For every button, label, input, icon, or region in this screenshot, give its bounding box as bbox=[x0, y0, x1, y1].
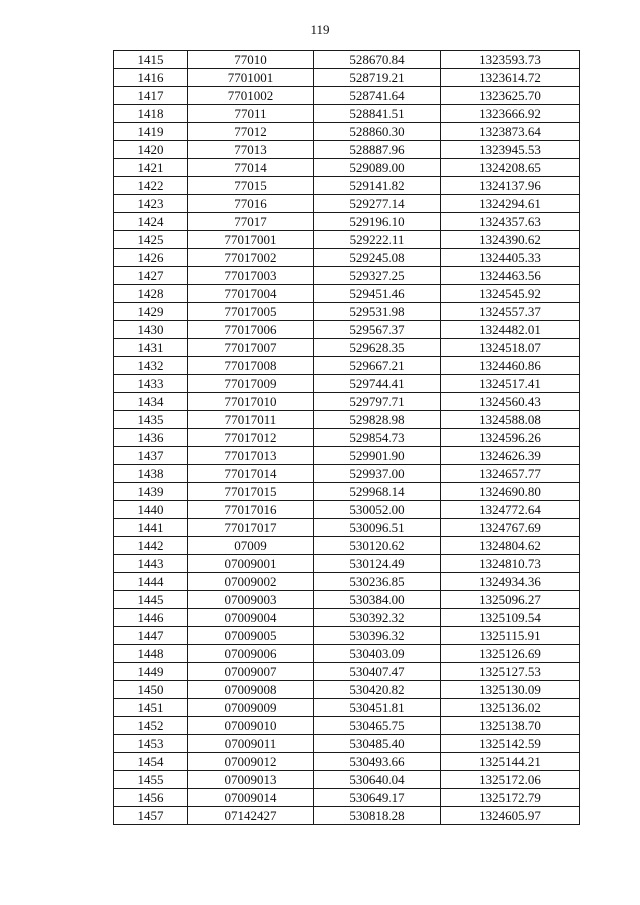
x-coordinate-cell: 530407.47 bbox=[314, 663, 441, 681]
x-coordinate-cell: 528887.96 bbox=[314, 141, 441, 159]
row-number-cell: 1434 bbox=[114, 393, 188, 411]
y-coordinate-cell: 1323625.70 bbox=[441, 87, 580, 105]
point-id-cell: 7701001 bbox=[188, 69, 314, 87]
table-row bbox=[114, 663, 580, 681]
table-row bbox=[114, 591, 580, 609]
row-number-cell: 1416 bbox=[114, 69, 188, 87]
y-coordinate-cell: 1324626.39 bbox=[441, 447, 580, 465]
table-row bbox=[114, 105, 580, 123]
x-coordinate-cell: 529327.25 bbox=[314, 267, 441, 285]
x-coordinate-cell: 529141.82 bbox=[314, 177, 441, 195]
row-number-cell: 1431 bbox=[114, 339, 188, 357]
row-number-cell: 1432 bbox=[114, 357, 188, 375]
x-coordinate-cell: 530403.09 bbox=[314, 645, 441, 663]
row-number-cell: 1439 bbox=[114, 483, 188, 501]
table-row bbox=[114, 555, 580, 573]
table-row bbox=[114, 141, 580, 159]
point-id-cell: 07009002 bbox=[188, 573, 314, 591]
x-coordinate-cell: 529797.71 bbox=[314, 393, 441, 411]
row-number-cell: 1430 bbox=[114, 321, 188, 339]
y-coordinate-cell: 1325109.54 bbox=[441, 609, 580, 627]
y-coordinate-cell: 1324767.69 bbox=[441, 519, 580, 537]
point-id-cell: 07009004 bbox=[188, 609, 314, 627]
point-id-cell: 77017009 bbox=[188, 375, 314, 393]
point-id-cell: 77010 bbox=[188, 51, 314, 69]
point-id-cell: 77017017 bbox=[188, 519, 314, 537]
x-coordinate-cell: 529744.41 bbox=[314, 375, 441, 393]
y-coordinate-cell: 1325096.27 bbox=[441, 591, 580, 609]
point-id-cell: 77015 bbox=[188, 177, 314, 195]
x-coordinate-cell: 530420.82 bbox=[314, 681, 441, 699]
x-coordinate-cell: 530485.40 bbox=[314, 735, 441, 753]
table-row bbox=[114, 267, 580, 285]
table-row bbox=[114, 51, 580, 69]
table-row bbox=[114, 321, 580, 339]
y-coordinate-cell: 1325172.79 bbox=[441, 789, 580, 807]
y-coordinate-cell: 1324518.07 bbox=[441, 339, 580, 357]
point-id-cell: 77017016 bbox=[188, 501, 314, 519]
row-number-cell: 1440 bbox=[114, 501, 188, 519]
row-number-cell: 1442 bbox=[114, 537, 188, 555]
point-id-cell: 07009008 bbox=[188, 681, 314, 699]
y-coordinate-cell: 1325172.06 bbox=[441, 771, 580, 789]
row-number-cell: 1446 bbox=[114, 609, 188, 627]
table-row bbox=[114, 375, 580, 393]
x-coordinate-cell: 528741.64 bbox=[314, 87, 441, 105]
table-row bbox=[114, 411, 580, 429]
row-number-cell: 1420 bbox=[114, 141, 188, 159]
y-coordinate-cell: 1324657.77 bbox=[441, 465, 580, 483]
y-coordinate-cell: 1324804.62 bbox=[441, 537, 580, 555]
x-coordinate-cell: 530236.85 bbox=[314, 573, 441, 591]
row-number-cell: 1451 bbox=[114, 699, 188, 717]
x-coordinate-cell: 530120.62 bbox=[314, 537, 441, 555]
y-coordinate-cell: 1324588.08 bbox=[441, 411, 580, 429]
point-id-cell: 77017004 bbox=[188, 285, 314, 303]
x-coordinate-cell: 530124.49 bbox=[314, 555, 441, 573]
table-row bbox=[114, 393, 580, 411]
point-id-cell: 77017014 bbox=[188, 465, 314, 483]
point-id-cell: 07009005 bbox=[188, 627, 314, 645]
table-row bbox=[114, 537, 580, 555]
y-coordinate-cell: 1324545.92 bbox=[441, 285, 580, 303]
row-number-cell: 1453 bbox=[114, 735, 188, 753]
row-number-cell: 1424 bbox=[114, 213, 188, 231]
y-coordinate-cell: 1324690.80 bbox=[441, 483, 580, 501]
table-row bbox=[114, 483, 580, 501]
row-number-cell: 1447 bbox=[114, 627, 188, 645]
table-row bbox=[114, 303, 580, 321]
table-row bbox=[114, 645, 580, 663]
x-coordinate-cell: 529277.14 bbox=[314, 195, 441, 213]
row-number-cell: 1444 bbox=[114, 573, 188, 591]
row-number-cell: 1456 bbox=[114, 789, 188, 807]
table-row bbox=[114, 609, 580, 627]
y-coordinate-cell: 1325130.09 bbox=[441, 681, 580, 699]
row-number-cell: 1417 bbox=[114, 87, 188, 105]
y-coordinate-cell: 1324294.61 bbox=[441, 195, 580, 213]
y-coordinate-cell: 1324390.62 bbox=[441, 231, 580, 249]
table-row bbox=[114, 123, 580, 141]
row-number-cell: 1422 bbox=[114, 177, 188, 195]
y-coordinate-cell: 1324517.41 bbox=[441, 375, 580, 393]
point-id-cell: 77011 bbox=[188, 105, 314, 123]
y-coordinate-cell: 1325142.59 bbox=[441, 735, 580, 753]
x-coordinate-cell: 530493.66 bbox=[314, 753, 441, 771]
point-id-cell: 07009009 bbox=[188, 699, 314, 717]
table-row bbox=[114, 699, 580, 717]
y-coordinate-cell: 1324463.56 bbox=[441, 267, 580, 285]
y-coordinate-cell: 1324208.65 bbox=[441, 159, 580, 177]
table-row bbox=[114, 195, 580, 213]
y-coordinate-cell: 1323614.72 bbox=[441, 69, 580, 87]
table-row bbox=[114, 159, 580, 177]
x-coordinate-cell: 529567.37 bbox=[314, 321, 441, 339]
y-coordinate-cell: 1324596.26 bbox=[441, 429, 580, 447]
table-row bbox=[114, 519, 580, 537]
table-row bbox=[114, 447, 580, 465]
x-coordinate-cell: 529667.21 bbox=[314, 357, 441, 375]
table-row bbox=[114, 681, 580, 699]
table-row bbox=[114, 753, 580, 771]
y-coordinate-cell: 1323666.92 bbox=[441, 105, 580, 123]
row-number-cell: 1449 bbox=[114, 663, 188, 681]
table-row bbox=[114, 627, 580, 645]
row-number-cell: 1433 bbox=[114, 375, 188, 393]
y-coordinate-cell: 1324482.01 bbox=[441, 321, 580, 339]
x-coordinate-cell: 530096.51 bbox=[314, 519, 441, 537]
point-id-cell: 77017011 bbox=[188, 411, 314, 429]
row-number-cell: 1421 bbox=[114, 159, 188, 177]
table-row bbox=[114, 339, 580, 357]
table-row bbox=[114, 771, 580, 789]
x-coordinate-cell: 529828.98 bbox=[314, 411, 441, 429]
row-number-cell: 1441 bbox=[114, 519, 188, 537]
y-coordinate-cell: 1325136.02 bbox=[441, 699, 580, 717]
x-coordinate-cell: 529968.14 bbox=[314, 483, 441, 501]
x-coordinate-cell: 530465.75 bbox=[314, 717, 441, 735]
row-number-cell: 1427 bbox=[114, 267, 188, 285]
y-coordinate-cell: 1323873.64 bbox=[441, 123, 580, 141]
point-id-cell: 77017003 bbox=[188, 267, 314, 285]
y-coordinate-cell: 1324357.63 bbox=[441, 213, 580, 231]
row-number-cell: 1429 bbox=[114, 303, 188, 321]
table-row bbox=[114, 465, 580, 483]
point-id-cell: 07142427 bbox=[188, 807, 314, 825]
point-id-cell: 07009014 bbox=[188, 789, 314, 807]
x-coordinate-cell: 530384.00 bbox=[314, 591, 441, 609]
y-coordinate-cell: 1324772.64 bbox=[441, 501, 580, 519]
x-coordinate-cell: 529854.73 bbox=[314, 429, 441, 447]
table-row bbox=[114, 735, 580, 753]
row-number-cell: 1448 bbox=[114, 645, 188, 663]
point-id-cell: 77017007 bbox=[188, 339, 314, 357]
table-row bbox=[114, 429, 580, 447]
point-id-cell: 07009011 bbox=[188, 735, 314, 753]
x-coordinate-cell: 530396.32 bbox=[314, 627, 441, 645]
row-number-cell: 1438 bbox=[114, 465, 188, 483]
x-coordinate-cell: 528841.51 bbox=[314, 105, 441, 123]
row-number-cell: 1428 bbox=[114, 285, 188, 303]
point-id-cell: 07009006 bbox=[188, 645, 314, 663]
table-row bbox=[114, 501, 580, 519]
row-number-cell: 1435 bbox=[114, 411, 188, 429]
y-coordinate-cell: 1323945.53 bbox=[441, 141, 580, 159]
x-coordinate-cell: 529089.00 bbox=[314, 159, 441, 177]
point-id-cell: 77017008 bbox=[188, 357, 314, 375]
y-coordinate-cell: 1325127.53 bbox=[441, 663, 580, 681]
coordinates-table-body bbox=[114, 51, 580, 825]
x-coordinate-cell: 529531.98 bbox=[314, 303, 441, 321]
row-number-cell: 1425 bbox=[114, 231, 188, 249]
table-row bbox=[114, 285, 580, 303]
row-number-cell: 1452 bbox=[114, 717, 188, 735]
point-id-cell: 77017002 bbox=[188, 249, 314, 267]
y-coordinate-cell: 1325126.69 bbox=[441, 645, 580, 663]
point-id-cell: 77016 bbox=[188, 195, 314, 213]
point-id-cell: 77014 bbox=[188, 159, 314, 177]
point-id-cell: 07009001 bbox=[188, 555, 314, 573]
point-id-cell: 07009013 bbox=[188, 771, 314, 789]
point-id-cell: 77017012 bbox=[188, 429, 314, 447]
table-row bbox=[114, 231, 580, 249]
y-coordinate-cell: 1325144.21 bbox=[441, 753, 580, 771]
row-number-cell: 1418 bbox=[114, 105, 188, 123]
y-coordinate-cell: 1325115.91 bbox=[441, 627, 580, 645]
row-number-cell: 1443 bbox=[114, 555, 188, 573]
x-coordinate-cell: 528719.21 bbox=[314, 69, 441, 87]
row-number-cell: 1454 bbox=[114, 753, 188, 771]
row-number-cell: 1437 bbox=[114, 447, 188, 465]
point-id-cell: 77017010 bbox=[188, 393, 314, 411]
x-coordinate-cell: 529196.10 bbox=[314, 213, 441, 231]
y-coordinate-cell: 1324934.36 bbox=[441, 573, 580, 591]
table-row bbox=[114, 807, 580, 825]
row-number-cell: 1455 bbox=[114, 771, 188, 789]
x-coordinate-cell: 529937.00 bbox=[314, 465, 441, 483]
y-coordinate-cell: 1324137.96 bbox=[441, 177, 580, 195]
y-coordinate-cell: 1325138.70 bbox=[441, 717, 580, 735]
x-coordinate-cell: 530640.04 bbox=[314, 771, 441, 789]
x-coordinate-cell: 528670.84 bbox=[314, 51, 441, 69]
x-coordinate-cell: 530649.17 bbox=[314, 789, 441, 807]
table-row bbox=[114, 69, 580, 87]
row-number-cell: 1419 bbox=[114, 123, 188, 141]
x-coordinate-cell: 529245.08 bbox=[314, 249, 441, 267]
table-row bbox=[114, 177, 580, 195]
row-number-cell: 1457 bbox=[114, 807, 188, 825]
point-id-cell: 77013 bbox=[188, 141, 314, 159]
point-id-cell: 77017005 bbox=[188, 303, 314, 321]
y-coordinate-cell: 1324557.37 bbox=[441, 303, 580, 321]
point-id-cell: 77017015 bbox=[188, 483, 314, 501]
y-coordinate-cell: 1323593.73 bbox=[441, 51, 580, 69]
y-coordinate-cell: 1324605.97 bbox=[441, 807, 580, 825]
table-row bbox=[114, 573, 580, 591]
x-coordinate-cell: 529901.90 bbox=[314, 447, 441, 465]
table-row bbox=[114, 87, 580, 105]
x-coordinate-cell: 529222.11 bbox=[314, 231, 441, 249]
x-coordinate-cell: 530392.32 bbox=[314, 609, 441, 627]
row-number-cell: 1445 bbox=[114, 591, 188, 609]
x-coordinate-cell: 530451.81 bbox=[314, 699, 441, 717]
y-coordinate-cell: 1324560.43 bbox=[441, 393, 580, 411]
x-coordinate-cell: 529628.35 bbox=[314, 339, 441, 357]
point-id-cell: 07009007 bbox=[188, 663, 314, 681]
row-number-cell: 1450 bbox=[114, 681, 188, 699]
row-number-cell: 1415 bbox=[114, 51, 188, 69]
point-id-cell: 77017006 bbox=[188, 321, 314, 339]
y-coordinate-cell: 1324460.86 bbox=[441, 357, 580, 375]
point-id-cell: 77017013 bbox=[188, 447, 314, 465]
coordinates-table bbox=[113, 50, 580, 825]
x-coordinate-cell: 528860.30 bbox=[314, 123, 441, 141]
y-coordinate-cell: 1324405.33 bbox=[441, 249, 580, 267]
table-row bbox=[114, 249, 580, 267]
point-id-cell: 77017001 bbox=[188, 231, 314, 249]
point-id-cell: 07009012 bbox=[188, 753, 314, 771]
point-id-cell: 77012 bbox=[188, 123, 314, 141]
point-id-cell: 77017 bbox=[188, 213, 314, 231]
table-row bbox=[114, 213, 580, 231]
table-row bbox=[114, 789, 580, 807]
x-coordinate-cell: 530818.28 bbox=[314, 807, 441, 825]
row-number-cell: 1426 bbox=[114, 249, 188, 267]
point-id-cell: 07009010 bbox=[188, 717, 314, 735]
point-id-cell: 7701002 bbox=[188, 87, 314, 105]
table-row bbox=[114, 717, 580, 735]
y-coordinate-cell: 1324810.73 bbox=[441, 555, 580, 573]
row-number-cell: 1423 bbox=[114, 195, 188, 213]
table-row bbox=[114, 357, 580, 375]
x-coordinate-cell: 529451.46 bbox=[314, 285, 441, 303]
row-number-cell: 1436 bbox=[114, 429, 188, 447]
x-coordinate-cell: 530052.00 bbox=[314, 501, 441, 519]
page-number: 119 bbox=[310, 22, 330, 37]
point-id-cell: 07009003 bbox=[188, 591, 314, 609]
point-id-cell: 07009 bbox=[188, 537, 314, 555]
